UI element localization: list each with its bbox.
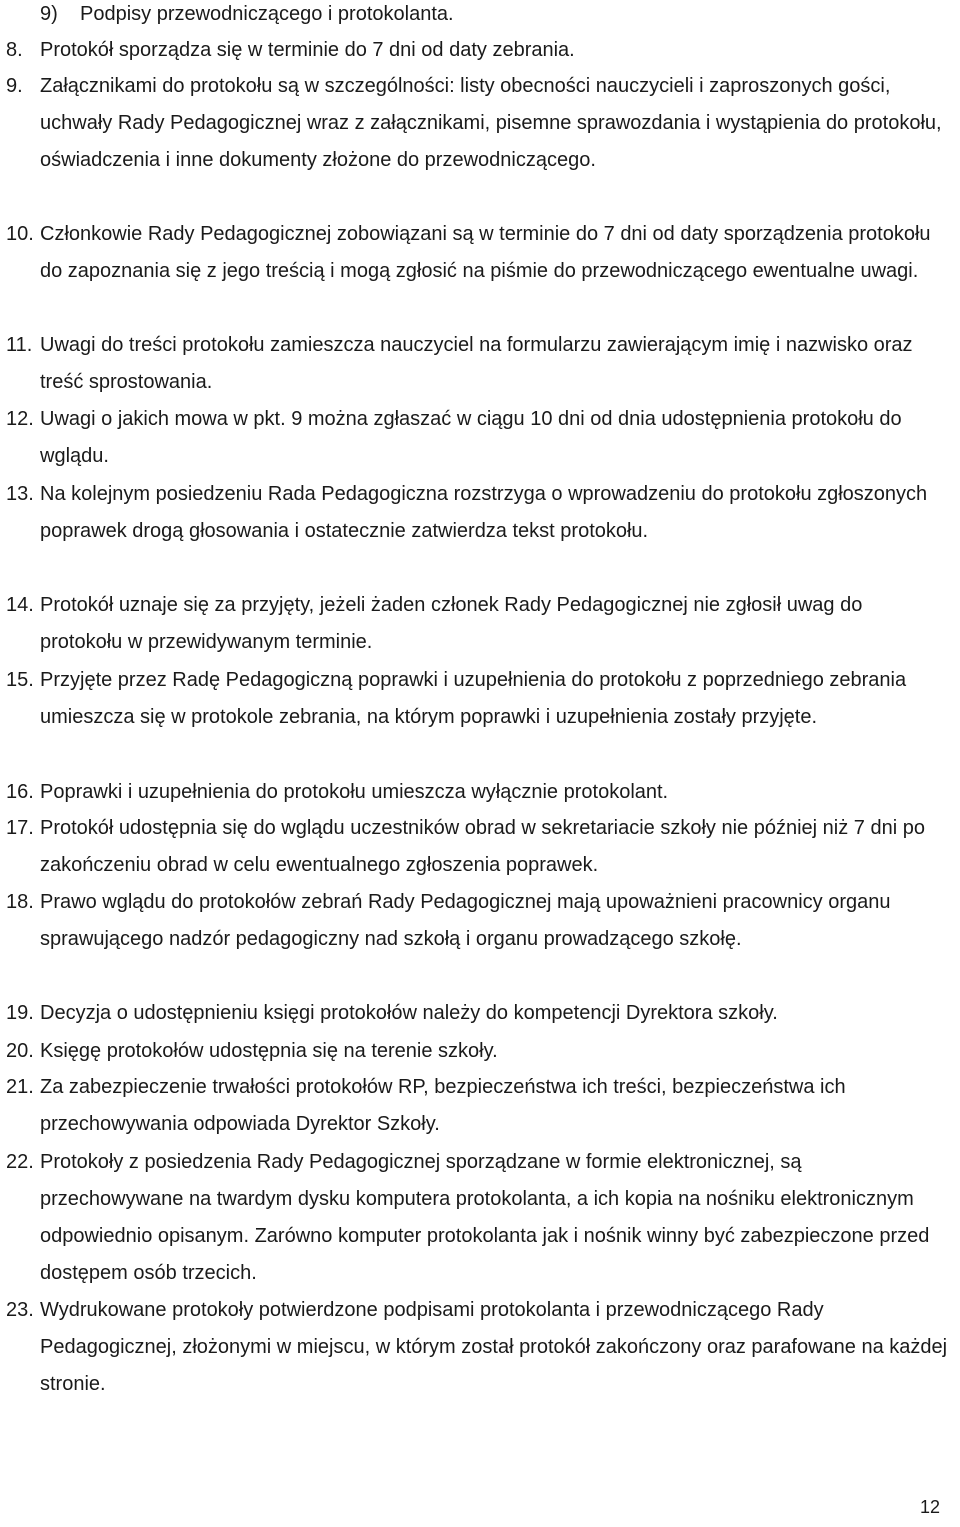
- item-text: Protokoły z posiedzenia Rady Pedagogicznej sporządzane w formie elektronicznej, są przechowywane na twardym dysku komputera protokolanta, a ich kopia na nośniku elektronicznym odpowiednio opisanym. Zarówno komputer protokolanta jak i nośnik winny być zabezpieczone przed dostępem osób trzecich.: [40, 1151, 930, 1284]
- list-item: [0, 0, 960, 33]
- item-number: 22.: [6, 1151, 34, 1173]
- list-item: [0, 662, 960, 736]
- item-text: Za zabezpieczenie trwałości protokołów RP, bezpieczeństwa ich treści, bezpieczeństwa ich przechowywania odpowiada Dyrektor Szkoły.: [40, 1076, 846, 1135]
- item-text: Poprawki i uzupełnienia do protokołu umieszcza wyłącznie protokolant.: [40, 781, 669, 803]
- list-item: [0, 68, 960, 179]
- item-number: 9): [40, 3, 58, 25]
- list-item: [0, 1033, 960, 1070]
- item-number: 12.: [6, 408, 34, 430]
- item-text: Protokół sporządza się w terminie do 7 dni od daty zebrania.: [40, 39, 575, 61]
- list-item: [0, 884, 960, 958]
- item-number: 23.: [6, 1299, 34, 1321]
- list-item: [0, 810, 960, 884]
- item-number: 18.: [6, 891, 34, 913]
- list-item: [0, 1292, 960, 1403]
- item-text: Wydrukowane protokoły potwierdzone podpisami protokolanta i przewodniczącego Rady Pedagogicznej, złożonymi w miejscu, w którym został protokół zakończony oraz parafowane na każdej stronie.: [40, 1299, 948, 1395]
- item-number: 14.: [6, 594, 34, 616]
- item-number: 16.: [6, 781, 34, 803]
- list-item: [0, 587, 960, 661]
- page-number: 12: [919, 1497, 940, 1517]
- item-number: 21.: [6, 1076, 34, 1098]
- item-text: Decyzja o udostępnieniu księgi protokołów należy do kompetencji Dyrektora szkoły.: [40, 1002, 778, 1024]
- item-number: 19.: [6, 1002, 34, 1024]
- item-number: 8.: [6, 39, 23, 61]
- item-number: 11.: [6, 334, 33, 356]
- list-item: [0, 327, 960, 401]
- item-number: 20.: [6, 1040, 34, 1062]
- item-number: 15.: [6, 669, 34, 691]
- list-item: [0, 774, 960, 811]
- item-number: 10.: [6, 223, 34, 245]
- item-text: Protokół udostępnia się do wglądu uczestników obrad w sekretariacie szkoły nie później niż 7 dni po zakończeniu obrad w celu ewentualnego zgłoszenia poprawek.: [40, 817, 925, 876]
- item-text: Uwagi o jakich mowa w pkt. 9 można zgłaszać w ciągu 10 dni od dnia udostępnienia protokołu do wglądu.: [40, 408, 902, 467]
- item-number: 9.: [6, 75, 23, 97]
- list-item: [0, 476, 960, 550]
- item-number: 17.: [6, 817, 34, 839]
- list-item: [0, 1144, 960, 1292]
- item-text: Załącznikami do protokołu są w szczególności: listy obecności nauczycieli i zaproszonych gości, uchwały Rady Pedagogicznej wraz z załącznikami, pisemne sprawozdania i wystąpienia do protokołu, oświadczenia i inne dokumenty złożone do przewodniczącego.: [40, 75, 942, 171]
- list-item: [0, 32, 960, 69]
- item-text: Podpisy przewodniczącego i protokolanta.: [80, 3, 454, 25]
- list-item: [0, 216, 960, 290]
- list-item: [0, 401, 960, 475]
- item-text: Przyjęte przez Radę Pedagogiczną poprawki i uzupełnienia do protokołu z poprzedniego zebrania umieszcza się w protokole zebrania, na którym poprawki i uzupełnienia zostały przyjęte.: [40, 669, 907, 728]
- item-number: 13.: [6, 483, 34, 505]
- item-text: Protokół uznaje się za przyjęty, jeżeli żaden członek Rady Pedagogicznej nie zgłosił uwag do protokołu w przewidywanym terminie.: [40, 594, 863, 653]
- item-text: Księgę protokołów udostępnia się na terenie szkoły.: [40, 1040, 498, 1062]
- list-item: [0, 995, 960, 1032]
- item-text: Na kolejnym posiedzeniu Rada Pedagogiczna rozstrzyga o wprowadzeniu do protokołu zgłoszonych poprawek drogą głosowania i ostatecznie zatwierdza tekst protokołu.: [40, 483, 928, 542]
- item-text: Prawo wglądu do protokołów zebrań Rady Pedagogicznej mają upoważnieni pracownicy organu sprawującego nadzór pedagogiczny nad szkołą i organu prowadzącego szkołę.: [40, 891, 891, 950]
- item-text: Uwagi do treści protokołu zamieszcza nauczyciel na formularzu zawierającym imię i nazwisko oraz treść sprostowania.: [40, 334, 913, 393]
- item-text: Członkowie Rady Pedagogicznej zobowiązani są w terminie do 7 dni od daty sporządzenia protokołu do zapoznania się z jego treścią i mogą zgłosić na piśmie do przewodniczącego ewentualne uwagi.: [40, 223, 931, 282]
- list-item: [0, 1069, 960, 1143]
